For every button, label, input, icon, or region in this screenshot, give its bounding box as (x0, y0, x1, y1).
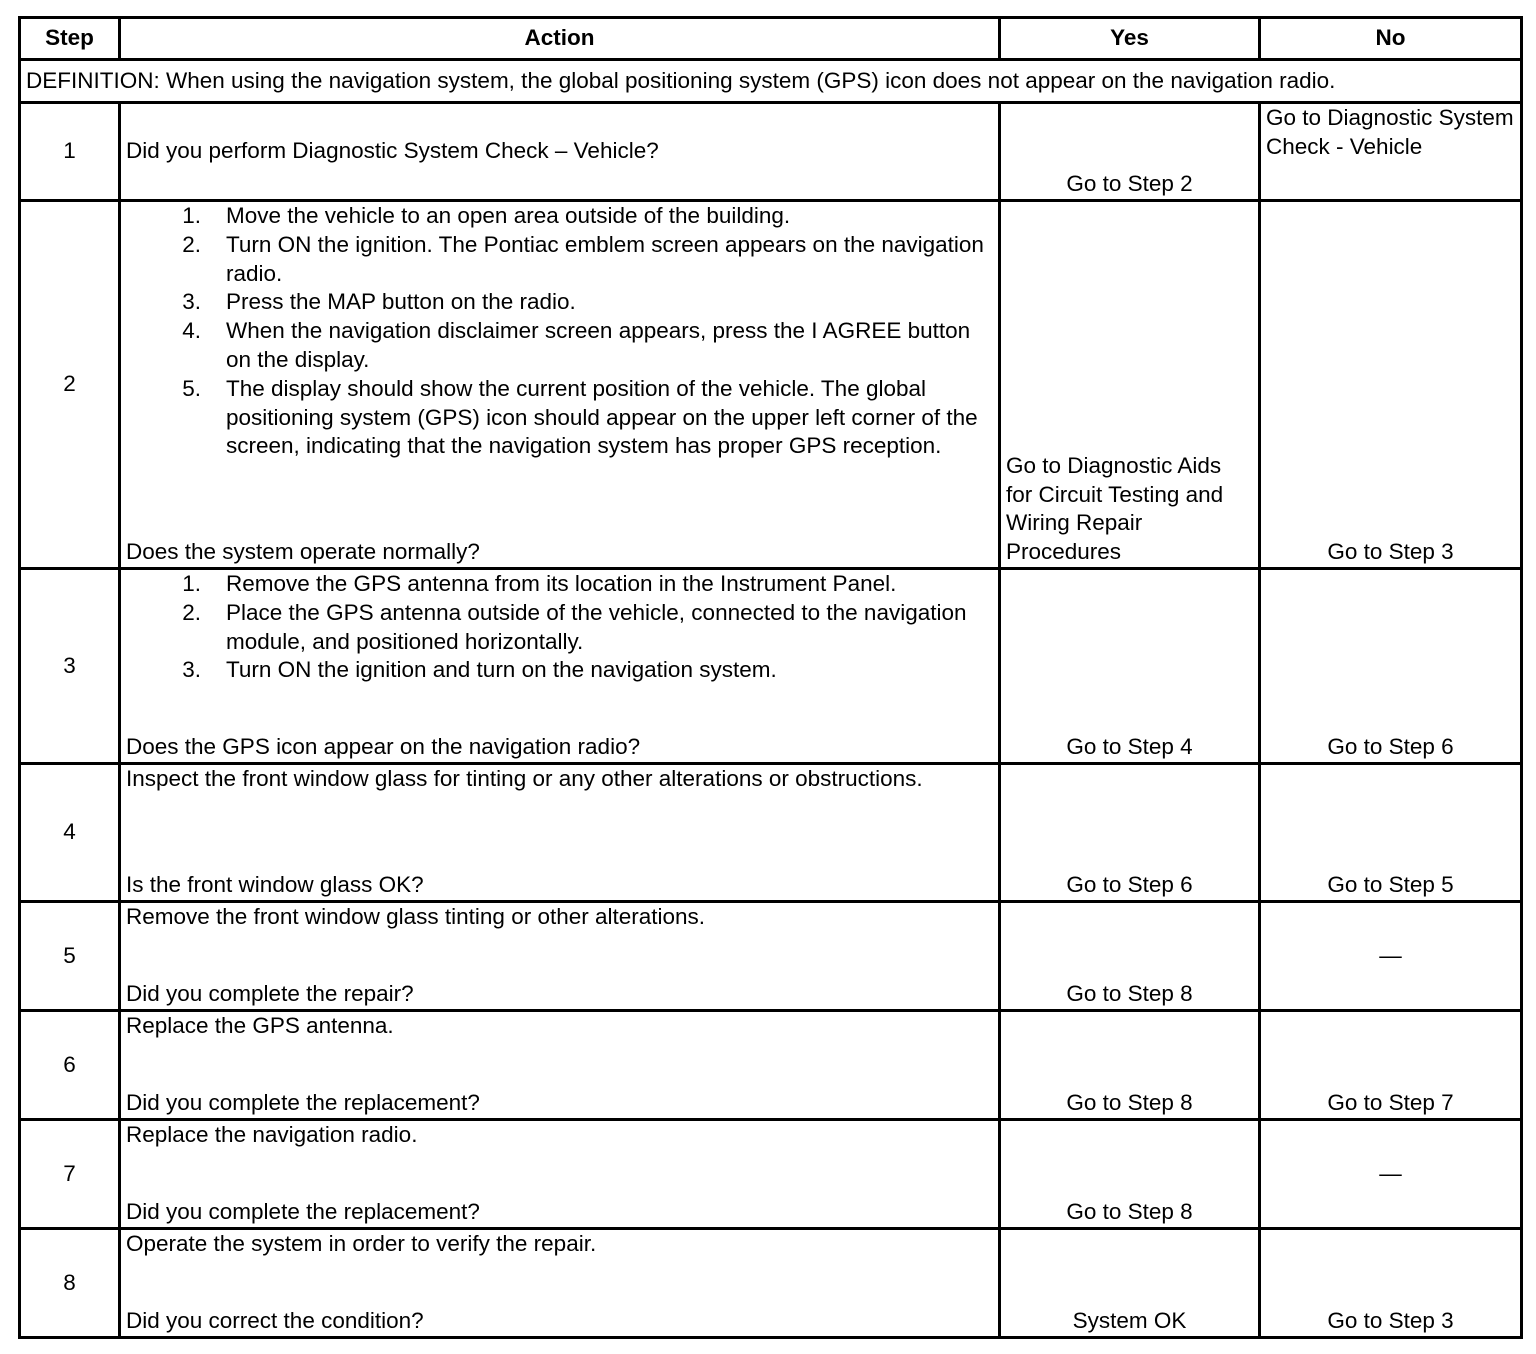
no-result: — (1260, 1120, 1522, 1229)
table-row (20, 1011, 1522, 1120)
list-item: 3. Press the MAP button on the radio. (182, 289, 576, 315)
no-result: — (1260, 902, 1522, 1011)
table-row (20, 569, 1522, 764)
action-question: Is the front window glass OK? (126, 872, 424, 898)
no-result: Go to Step 6 (1260, 569, 1522, 764)
action-cell (120, 569, 1000, 764)
no-result: Go to Step 7 (1260, 1011, 1522, 1120)
no-result: Go to Step 5 (1260, 764, 1522, 902)
action-question: Did you correct the condition? (126, 1308, 424, 1334)
header-yes: Yes (1000, 18, 1260, 60)
yes-result: Go to Step 2 (1000, 103, 1260, 201)
no-result: Go to Step 3 (1260, 1229, 1522, 1338)
yes-result: Go to Step 8 (1000, 902, 1260, 1011)
action-question: Did you complete the repair? (126, 981, 414, 1007)
action-cell (120, 902, 1000, 1011)
step-number: 1 (20, 103, 120, 201)
action-cell (120, 764, 1000, 902)
diagnostic-table (18, 16, 1523, 1339)
action-cell (120, 201, 1000, 569)
list-item: 5. The display should show the current position of the vehicle. The global positioning system (GPS) icon should appear on the upper left corner of the screen, indicating that the navigation system has proper GPS reception. (182, 375, 978, 459)
step-number: 5 (20, 902, 120, 1011)
step-number: 2 (20, 201, 120, 569)
action-cell (120, 1120, 1000, 1229)
step-number: 8 (20, 1229, 120, 1338)
list-item: 4. When the navigation disclaimer screen appears, press the I AGREE button on the display. (182, 318, 971, 372)
list-item: 1. Remove the GPS antenna from its location in the Instrument Panel. (182, 571, 897, 596)
action-instruction: Replace the navigation radio. (126, 1122, 418, 1147)
substep-list (126, 570, 993, 685)
action-question: Does the GPS icon appear on the navigation radio? (126, 734, 641, 760)
list-item: 3. Turn ON the ignition and turn on the navigation system. (182, 657, 777, 683)
no-result: Go to Diagnostic System Check - Vehicle (1260, 103, 1522, 201)
substep-list (126, 202, 993, 461)
action-question: Did you complete the replacement? (126, 1199, 480, 1225)
definition-row (20, 60, 1522, 103)
header-no: No (1260, 18, 1522, 60)
step-number: 4 (20, 764, 120, 902)
table-row (20, 201, 1522, 569)
yes-result: Go to Step 8 (1000, 1120, 1260, 1229)
action-instruction: Inspect the front window glass for tinting or any other alterations or obstructions. (126, 766, 923, 791)
table-row (20, 1120, 1522, 1229)
table-row (20, 902, 1522, 1011)
action-instruction: Operate the system in order to verify the repair. (126, 1231, 597, 1256)
yes-result: Go to Diagnostic Aids for Circuit Testing and Wiring Repair Procedures (1000, 201, 1260, 569)
yes-result: Go to Step 4 (1000, 569, 1260, 764)
list-item: 2. Turn ON the ignition. The Pontiac emblem screen appears on the navigation radio. (182, 231, 984, 286)
table-row (20, 1229, 1522, 1338)
definition-text: DEFINITION: When using the navigation system, the global positioning system (GPS) icon does not appear on the navigation radio. (20, 60, 1522, 103)
action-cell (120, 1011, 1000, 1120)
header-step: Step (20, 18, 120, 60)
action-question: Does the system operate normally? (126, 539, 480, 565)
header-row (20, 18, 1522, 60)
no-result: Go to Step 3 (1260, 201, 1522, 569)
table-row (20, 103, 1522, 201)
step-number: 7 (20, 1120, 120, 1229)
action-cell (120, 1229, 1000, 1338)
action-question: Did you perform Diagnostic System Check – Vehicle? (120, 103, 1000, 201)
yes-result: Go to Step 6 (1000, 764, 1260, 902)
yes-result: System OK (1000, 1229, 1260, 1338)
table-row (20, 764, 1522, 902)
action-instruction: Remove the front window glass tinting or other alterations. (126, 904, 706, 929)
step-number: 3 (20, 569, 120, 764)
action-instruction: Replace the GPS antenna. (126, 1013, 394, 1038)
yes-result: Go to Step 8 (1000, 1011, 1260, 1120)
step-number: 6 (20, 1011, 120, 1120)
action-question: Did you complete the replacement? (126, 1090, 480, 1116)
list-item: 1. Move the vehicle to an open area outside of the building. (182, 203, 791, 228)
list-item: 2. Place the GPS antenna outside of the vehicle, connected to the navigation module, and positioned horizontally. (182, 599, 967, 654)
header-action: Action (120, 18, 1000, 60)
